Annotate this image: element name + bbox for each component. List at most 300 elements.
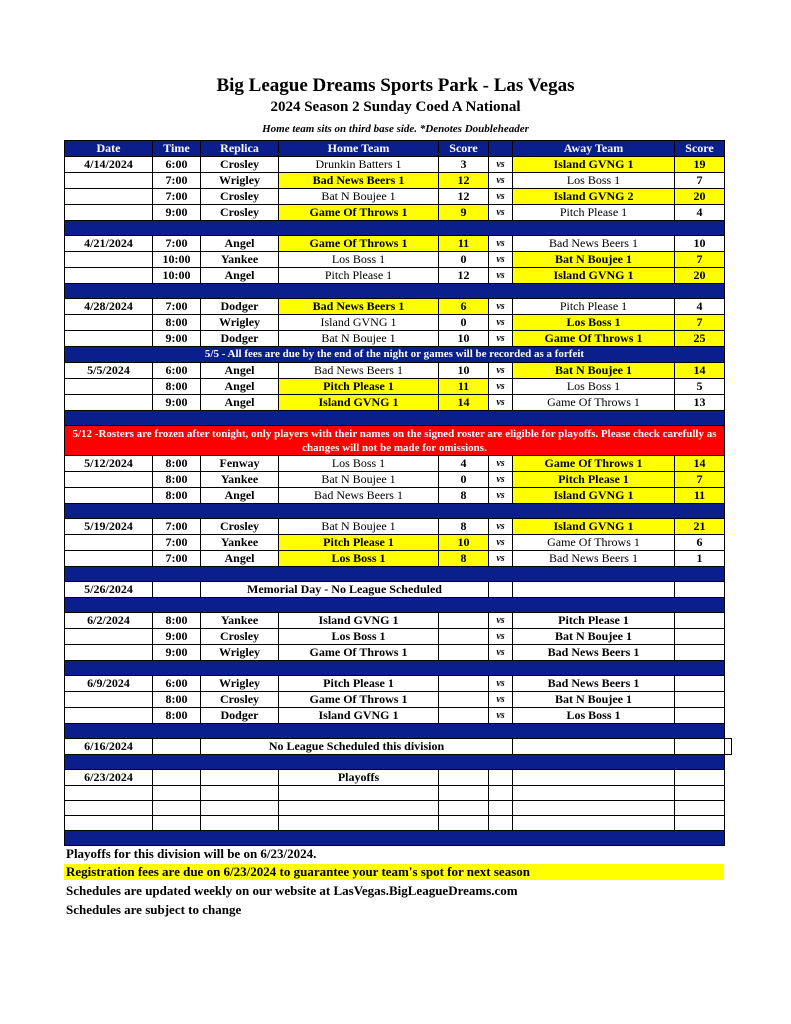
date-cell: 6/9/2024 bbox=[65, 676, 153, 692]
vs-cell: vs bbox=[489, 692, 513, 708]
away-score-cell bbox=[675, 692, 725, 708]
date-cell bbox=[65, 268, 153, 284]
separator-cell bbox=[65, 831, 725, 846]
away-score-cell: 10 bbox=[675, 236, 725, 252]
home-team-cell: Pitch Please 1 bbox=[279, 535, 439, 551]
away-team-cell: Island GVNG 2 bbox=[513, 189, 675, 205]
away-team-cell: Bad News Beers 1 bbox=[513, 551, 675, 567]
home-score-cell bbox=[439, 629, 489, 645]
date-cell bbox=[65, 189, 153, 205]
away-team-cell: Island GVNG 1 bbox=[513, 268, 675, 284]
game-row bbox=[65, 472, 732, 488]
notice-row bbox=[65, 347, 732, 363]
home-team-cell: Pitch Please 1 bbox=[279, 379, 439, 395]
vs-cell: vs bbox=[489, 613, 513, 629]
away-team-cell: Bat N Boujee 1 bbox=[513, 692, 675, 708]
replica-cell: Angel bbox=[201, 236, 279, 252]
away-score-cell: 5 bbox=[675, 379, 725, 395]
date-cell: 5/26/2024 bbox=[65, 582, 153, 598]
date-cell bbox=[65, 801, 153, 816]
home-score-cell: 6 bbox=[439, 299, 489, 315]
time-cell bbox=[153, 801, 201, 816]
game-row bbox=[65, 535, 732, 551]
empty-cell bbox=[513, 582, 675, 598]
away-team-cell: Bad News Beers 1 bbox=[513, 645, 675, 661]
separator-row bbox=[65, 755, 732, 770]
away-score-cell: 7 bbox=[675, 472, 725, 488]
home-score-cell: 8 bbox=[439, 519, 489, 535]
vs-cell: vs bbox=[489, 363, 513, 379]
empty-cell bbox=[489, 582, 513, 598]
time-cell: 9:00 bbox=[153, 331, 201, 347]
separator-row bbox=[65, 221, 732, 236]
date-cell bbox=[65, 488, 153, 504]
date-cell: 5/12/2024 bbox=[65, 456, 153, 472]
separator-cell bbox=[65, 221, 725, 236]
replica-cell: Crosley bbox=[201, 629, 279, 645]
game-row bbox=[65, 157, 732, 173]
vs-cell: vs bbox=[489, 379, 513, 395]
vs-cell: vs bbox=[489, 331, 513, 347]
replica-cell: Crosley bbox=[201, 205, 279, 221]
game-row bbox=[65, 551, 732, 567]
game-row bbox=[65, 629, 732, 645]
vs-cell: vs bbox=[489, 299, 513, 315]
home-score-cell: 11 bbox=[439, 379, 489, 395]
replica-cell bbox=[201, 786, 279, 801]
date-cell bbox=[65, 629, 153, 645]
vs-cell: vs bbox=[489, 676, 513, 692]
replica-cell: Yankee bbox=[201, 535, 279, 551]
home-team-cell: Island GVNG 1 bbox=[279, 315, 439, 331]
away-score-cell: 14 bbox=[675, 456, 725, 472]
away-team-cell: Pitch Please 1 bbox=[513, 613, 675, 629]
replica-cell: Wrigley bbox=[201, 173, 279, 189]
away-score-cell bbox=[675, 708, 725, 724]
away-score-cell bbox=[675, 676, 725, 692]
header-replica: Replica bbox=[201, 141, 279, 157]
date-cell bbox=[65, 472, 153, 488]
time-cell: 8:00 bbox=[153, 315, 201, 331]
date-cell: 4/21/2024 bbox=[65, 236, 153, 252]
game-row bbox=[65, 801, 732, 816]
vs-cell bbox=[489, 801, 513, 816]
away-team-cell: Los Boss 1 bbox=[513, 315, 675, 331]
away-score-cell bbox=[675, 770, 725, 786]
away-score-cell: 7 bbox=[675, 315, 725, 331]
separator-cell bbox=[65, 284, 725, 299]
no-games-row bbox=[65, 739, 732, 755]
away-team-cell: Pitch Please 1 bbox=[513, 205, 675, 221]
date-cell bbox=[65, 331, 153, 347]
time-cell: 6:00 bbox=[153, 676, 201, 692]
separator-cell bbox=[65, 504, 725, 519]
separator-row bbox=[65, 284, 732, 299]
time-cell: 9:00 bbox=[153, 629, 201, 645]
game-row bbox=[65, 456, 732, 472]
replica-cell: Angel bbox=[201, 551, 279, 567]
page-title: Big League Dreams Sports Park - Las Vegas bbox=[216, 75, 575, 96]
away-score-cell: 13 bbox=[675, 395, 725, 411]
game-row bbox=[65, 363, 732, 379]
away-score-cell: 7 bbox=[675, 252, 725, 268]
game-row bbox=[65, 173, 732, 189]
time-cell: 9:00 bbox=[153, 395, 201, 411]
replica-cell: Crosley bbox=[201, 519, 279, 535]
replica-cell bbox=[201, 816, 279, 831]
replica-cell: Wrigley bbox=[201, 676, 279, 692]
no-games-text: Memorial Day - No League Scheduled bbox=[201, 582, 489, 598]
replica-cell: Fenway bbox=[201, 456, 279, 472]
away-team-cell: Los Boss 1 bbox=[513, 379, 675, 395]
vs-cell: vs bbox=[489, 315, 513, 331]
time-cell bbox=[153, 816, 201, 831]
replica-cell: Yankee bbox=[201, 252, 279, 268]
time-cell: 7:00 bbox=[153, 189, 201, 205]
replica-cell bbox=[201, 801, 279, 816]
time-cell: 7:00 bbox=[153, 535, 201, 551]
away-team-cell: Los Boss 1 bbox=[513, 173, 675, 189]
game-row bbox=[65, 770, 732, 786]
replica-cell: Dodger bbox=[201, 299, 279, 315]
home-score-cell bbox=[439, 708, 489, 724]
time-cell: 8:00 bbox=[153, 613, 201, 629]
away-score-cell: 6 bbox=[675, 535, 725, 551]
home-score-cell: 10 bbox=[439, 535, 489, 551]
separator-cell bbox=[65, 755, 725, 770]
home-team-cell: Pitch Please 1 bbox=[279, 268, 439, 284]
page-subtitle: 2024 Season 2 Sunday Coed A National bbox=[270, 99, 521, 115]
time-cell: 8:00 bbox=[153, 708, 201, 724]
game-row bbox=[65, 189, 732, 205]
separator-cell bbox=[65, 598, 725, 613]
home-score-cell bbox=[439, 676, 489, 692]
replica-cell: Angel bbox=[201, 363, 279, 379]
time-cell: 9:00 bbox=[153, 205, 201, 221]
schedule-table bbox=[64, 140, 732, 846]
no-games-text: No League Scheduled this division bbox=[201, 739, 513, 755]
home-score-cell: 0 bbox=[439, 252, 489, 268]
vs-cell: vs bbox=[489, 629, 513, 645]
away-team-cell: Island GVNG 1 bbox=[513, 519, 675, 535]
date-cell: 6/23/2024 bbox=[65, 770, 153, 786]
home-score-cell: 4 bbox=[439, 456, 489, 472]
home-team-cell: Island GVNG 1 bbox=[279, 613, 439, 629]
date-cell bbox=[65, 535, 153, 551]
separator-row bbox=[65, 504, 732, 519]
empty-cell bbox=[675, 582, 725, 598]
away-score-cell bbox=[675, 613, 725, 629]
replica-cell bbox=[201, 770, 279, 786]
date-cell bbox=[65, 205, 153, 221]
empty-cell bbox=[153, 739, 201, 755]
home-team-cell: Bad News Beers 1 bbox=[279, 488, 439, 504]
vs-cell: vs bbox=[489, 205, 513, 221]
game-row bbox=[65, 816, 732, 831]
table-header-row bbox=[65, 141, 732, 157]
vs-cell: vs bbox=[489, 268, 513, 284]
home-team-cell: Bat N Boujee 1 bbox=[279, 472, 439, 488]
away-score-cell: 19 bbox=[675, 157, 725, 173]
home-score-cell bbox=[439, 816, 489, 831]
game-row bbox=[65, 676, 732, 692]
home-team-cell: Bad News Beers 1 bbox=[279, 363, 439, 379]
home-score-cell: 12 bbox=[439, 189, 489, 205]
alert-text: 5/12 -Rosters are frozen after tonight, only players with their names on the signed roster are eligible for playoffs. Please check carefully as changes will not be made for omissions. bbox=[65, 426, 725, 456]
footer-change-note: Schedules are subject to change bbox=[66, 902, 242, 917]
date-cell: 4/14/2024 bbox=[65, 157, 153, 173]
home-team-cell: Game Of Throws 1 bbox=[279, 645, 439, 661]
replica-cell: Dodger bbox=[201, 331, 279, 347]
vs-cell: vs bbox=[489, 395, 513, 411]
game-row bbox=[65, 786, 732, 801]
away-score-cell: 21 bbox=[675, 519, 725, 535]
vs-cell: vs bbox=[489, 535, 513, 551]
empty-cell bbox=[513, 739, 675, 755]
home-team-cell: Bat N Boujee 1 bbox=[279, 189, 439, 205]
replica-cell: Yankee bbox=[201, 472, 279, 488]
vs-cell bbox=[489, 770, 513, 786]
date-cell bbox=[65, 786, 153, 801]
away-team-cell bbox=[513, 801, 675, 816]
away-team-cell: Bat N Boujee 1 bbox=[513, 363, 675, 379]
header-away-team: Away Team bbox=[513, 141, 675, 157]
home-team-cell: Bat N Boujee 1 bbox=[279, 519, 439, 535]
home-score-cell bbox=[439, 613, 489, 629]
home-team-cell: Bat N Boujee 1 bbox=[279, 331, 439, 347]
vs-cell: vs bbox=[489, 472, 513, 488]
home-team-cell: Game Of Throws 1 bbox=[279, 692, 439, 708]
away-score-cell bbox=[675, 816, 725, 831]
date-cell bbox=[65, 551, 153, 567]
game-row bbox=[65, 379, 732, 395]
game-row bbox=[65, 488, 732, 504]
home-score-cell: 8 bbox=[439, 488, 489, 504]
replica-cell: Angel bbox=[201, 488, 279, 504]
replica-cell: Crosley bbox=[201, 189, 279, 205]
empty-cell bbox=[675, 739, 725, 755]
time-cell: 8:00 bbox=[153, 692, 201, 708]
notice-text: 5/5 - All fees are due by the end of the night or games will be recorded as a forfeit bbox=[65, 347, 725, 363]
home-score-cell: 0 bbox=[439, 315, 489, 331]
home-team-cell: Los Boss 1 bbox=[279, 252, 439, 268]
home-team-cell bbox=[279, 786, 439, 801]
home-score-cell: 12 bbox=[439, 268, 489, 284]
time-cell bbox=[153, 770, 201, 786]
schedule-note: Home team sits on third base side. *Denotes Doubleheader bbox=[262, 123, 529, 135]
home-score-cell: 10 bbox=[439, 331, 489, 347]
time-cell: 6:00 bbox=[153, 157, 201, 173]
vs-cell: vs bbox=[489, 645, 513, 661]
home-score-cell bbox=[439, 692, 489, 708]
replica-cell: Crosley bbox=[201, 157, 279, 173]
away-team-cell: Bat N Boujee 1 bbox=[513, 629, 675, 645]
date-cell bbox=[65, 252, 153, 268]
separator-row bbox=[65, 661, 732, 676]
home-team-cell: Bad News Beers 1 bbox=[279, 299, 439, 315]
game-row bbox=[65, 299, 732, 315]
vs-cell: vs bbox=[489, 189, 513, 205]
home-team-cell: Los Boss 1 bbox=[279, 551, 439, 567]
home-team-cell: Los Boss 1 bbox=[279, 629, 439, 645]
date-cell: 4/28/2024 bbox=[65, 299, 153, 315]
away-score-cell: 20 bbox=[675, 268, 725, 284]
vs-cell bbox=[489, 786, 513, 801]
date-cell bbox=[65, 816, 153, 831]
home-score-cell: 12 bbox=[439, 173, 489, 189]
away-team-cell bbox=[513, 816, 675, 831]
time-cell: 8:00 bbox=[153, 472, 201, 488]
separator-cell bbox=[65, 661, 725, 676]
home-team-cell: Game Of Throws 1 bbox=[279, 205, 439, 221]
home-score-cell: 8 bbox=[439, 551, 489, 567]
date-cell bbox=[65, 173, 153, 189]
replica-cell: Angel bbox=[201, 395, 279, 411]
game-row bbox=[65, 331, 732, 347]
game-row bbox=[65, 645, 732, 661]
away-score-cell: 14 bbox=[675, 363, 725, 379]
no-games-row bbox=[65, 582, 732, 598]
time-cell: 8:00 bbox=[153, 456, 201, 472]
home-team-cell: Island GVNG 1 bbox=[279, 708, 439, 724]
replica-cell: Angel bbox=[201, 379, 279, 395]
vs-cell: vs bbox=[489, 708, 513, 724]
separator-row bbox=[65, 411, 732, 426]
date-cell bbox=[65, 395, 153, 411]
time-cell: 7:00 bbox=[153, 236, 201, 252]
away-team-cell: Game Of Throws 1 bbox=[513, 395, 675, 411]
vs-cell: vs bbox=[489, 157, 513, 173]
vs-cell: vs bbox=[489, 252, 513, 268]
separator-row bbox=[65, 598, 732, 613]
vs-cell bbox=[489, 816, 513, 831]
replica-cell: Crosley bbox=[201, 692, 279, 708]
away-score-cell bbox=[675, 786, 725, 801]
away-score-cell: 4 bbox=[675, 299, 725, 315]
home-score-cell: 9 bbox=[439, 205, 489, 221]
away-score-cell: 20 bbox=[675, 189, 725, 205]
game-row bbox=[65, 708, 732, 724]
header-date: Date bbox=[65, 141, 153, 157]
game-row bbox=[65, 519, 732, 535]
home-team-cell bbox=[279, 801, 439, 816]
home-score-cell bbox=[439, 770, 489, 786]
date-cell bbox=[65, 692, 153, 708]
away-score-cell: 1 bbox=[675, 551, 725, 567]
separator-cell bbox=[65, 411, 725, 426]
away-score-cell bbox=[675, 801, 725, 816]
header-home-team: Home Team bbox=[279, 141, 439, 157]
home-team-cell: Los Boss 1 bbox=[279, 456, 439, 472]
time-cell: 10:00 bbox=[153, 252, 201, 268]
header-away-score: Score bbox=[675, 141, 725, 157]
game-row bbox=[65, 236, 732, 252]
date-cell: 6/2/2024 bbox=[65, 613, 153, 629]
vs-cell: vs bbox=[489, 236, 513, 252]
away-score-cell bbox=[675, 645, 725, 661]
home-team-cell: Drunkin Batters 1 bbox=[279, 157, 439, 173]
home-score-cell bbox=[439, 801, 489, 816]
header-time: Time bbox=[153, 141, 201, 157]
game-row bbox=[65, 613, 732, 629]
date-cell: 6/16/2024 bbox=[65, 739, 153, 755]
home-score-cell bbox=[439, 786, 489, 801]
vs-cell: vs bbox=[489, 551, 513, 567]
home-team-cell: Pitch Please 1 bbox=[279, 676, 439, 692]
date-cell bbox=[65, 708, 153, 724]
date-cell bbox=[65, 379, 153, 395]
away-score-cell: 4 bbox=[675, 205, 725, 221]
time-cell: 9:00 bbox=[153, 645, 201, 661]
away-team-cell: Game Of Throws 1 bbox=[513, 535, 675, 551]
time-cell: 8:00 bbox=[153, 379, 201, 395]
home-score-cell: 14 bbox=[439, 395, 489, 411]
home-score-cell: 0 bbox=[439, 472, 489, 488]
separator-row bbox=[65, 567, 732, 582]
away-score-cell: 11 bbox=[675, 488, 725, 504]
home-team-cell: Playoffs bbox=[279, 770, 439, 786]
away-team-cell: Bat N Boujee 1 bbox=[513, 252, 675, 268]
replica-cell: Dodger bbox=[201, 708, 279, 724]
away-team-cell bbox=[513, 786, 675, 801]
home-score-cell: 3 bbox=[439, 157, 489, 173]
replica-cell: Yankee bbox=[201, 613, 279, 629]
away-team-cell: Pitch Please 1 bbox=[513, 299, 675, 315]
game-row bbox=[65, 268, 732, 284]
home-team-cell: Bad News Beers 1 bbox=[279, 173, 439, 189]
away-team-cell: Pitch Please 1 bbox=[513, 472, 675, 488]
away-score-cell bbox=[675, 629, 725, 645]
home-score-cell: 11 bbox=[439, 236, 489, 252]
away-score-cell: 25 bbox=[675, 331, 725, 347]
time-cell: 10:00 bbox=[153, 268, 201, 284]
time-cell: 8:00 bbox=[153, 488, 201, 504]
away-team-cell bbox=[513, 770, 675, 786]
date-cell: 5/19/2024 bbox=[65, 519, 153, 535]
footer-playoffs-note: Playoffs for this division will be on 6/23/2024. bbox=[66, 846, 317, 861]
home-score-cell bbox=[439, 645, 489, 661]
date-cell: 5/5/2024 bbox=[65, 363, 153, 379]
time-cell: 7:00 bbox=[153, 519, 201, 535]
game-row bbox=[65, 395, 732, 411]
time-cell: 6:00 bbox=[153, 363, 201, 379]
header-home-score: Score bbox=[439, 141, 489, 157]
away-team-cell: Island GVNG 1 bbox=[513, 488, 675, 504]
footer-website-note: Schedules are updated weekly on our website at LasVegas.BigLeagueDreams.com bbox=[66, 883, 518, 898]
replica-cell: Wrigley bbox=[201, 315, 279, 331]
game-row bbox=[65, 252, 732, 268]
vs-cell: vs bbox=[489, 488, 513, 504]
away-team-cell: Game Of Throws 1 bbox=[513, 456, 675, 472]
game-row bbox=[65, 315, 732, 331]
separator-cell bbox=[65, 724, 725, 739]
home-team-cell: Game Of Throws 1 bbox=[279, 236, 439, 252]
home-team-cell bbox=[279, 816, 439, 831]
replica-cell: Wrigley bbox=[201, 645, 279, 661]
home-team-cell: Island GVNG 1 bbox=[279, 395, 439, 411]
vs-cell: vs bbox=[489, 173, 513, 189]
vs-cell: vs bbox=[489, 519, 513, 535]
separator-row bbox=[65, 724, 732, 739]
game-row bbox=[65, 205, 732, 221]
vs-cell: vs bbox=[489, 456, 513, 472]
away-team-cell: Los Boss 1 bbox=[513, 708, 675, 724]
separator-cell bbox=[65, 567, 725, 582]
away-team-cell: Game Of Throws 1 bbox=[513, 331, 675, 347]
game-row bbox=[65, 692, 732, 708]
alert-row bbox=[65, 426, 732, 456]
time-cell bbox=[153, 786, 201, 801]
